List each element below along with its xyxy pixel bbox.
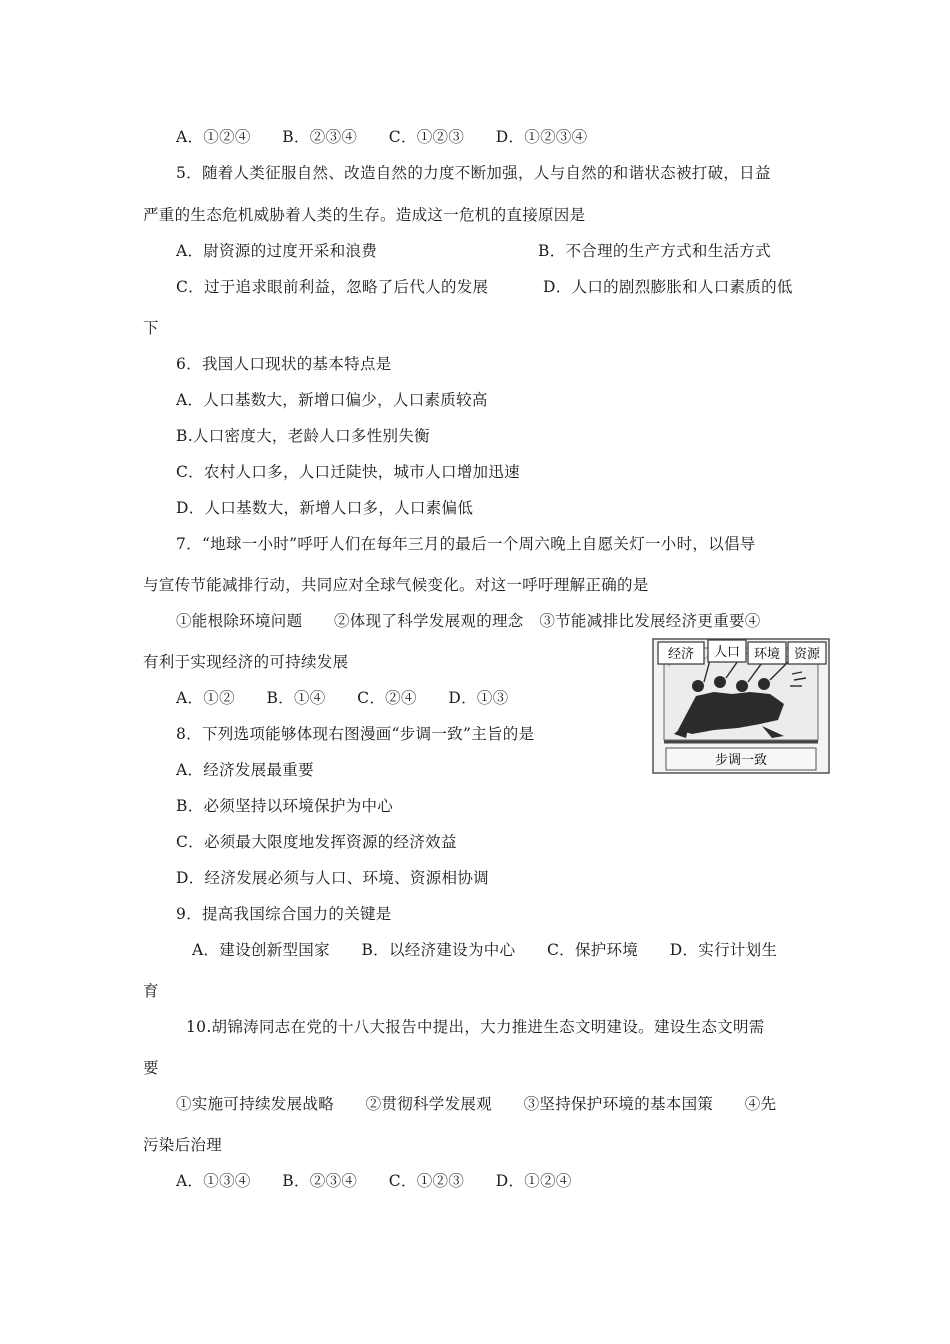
line-q6-option-a: A．人口基数大，新增口偏少，人口素质较高	[176, 391, 488, 409]
cartoon-image	[652, 638, 830, 774]
cartoon-caption: 步调一致	[714, 753, 768, 768]
line-q7-stem-cont: 与宣传节能减排行动，共同应对全球气候变化。对这一呼吁理解正确的是	[143, 576, 649, 594]
svg-text:资源: 资源	[793, 647, 821, 662]
svg-text:环境: 环境	[753, 647, 781, 662]
line-q5-option-b: B．不合理的生产方式和生活方式	[538, 242, 771, 260]
line-q9-options-cont: 育	[143, 982, 159, 1000]
sign-economy	[658, 642, 704, 664]
line-q9-options: A．建设创新型国家 B．以经济建设为中心 C．保护环境 D．实行计划生	[192, 941, 778, 959]
line-q5-option-a: A．尉资源的过度开采和浪费	[176, 242, 378, 260]
line-q10-statements: ①实施可持续发展战略 ②贯彻科学发展观 ③坚持保护环境的基本国策 ④先	[176, 1095, 777, 1113]
line-q7-options: A．①② B．①④ C．②④ D．①③	[176, 689, 509, 707]
line-q5-stem-cont: 严重的生态危机威胁着人类的生存。造成这一危机的直接原因是	[143, 206, 586, 224]
line-q7-statements: ①能根除环境问题 ②体现了科学发展观的理念 ③节能减排比发展经济更重要④	[176, 612, 761, 630]
line-q6-option-d: D．人口基数大，新增人口多，人口素偏低	[176, 499, 474, 517]
line-q9-stem: 9．提高我国综合国力的关键是	[176, 905, 392, 923]
svg-text:经济: 经济	[667, 647, 695, 662]
line-q8-stem: 8．下列选项能够体现右图漫画“步调一致”主旨的是	[176, 725, 535, 743]
line-q6-option-c: C．农村人口多，人口迁陡快，城市人口增加迅速	[176, 463, 520, 481]
line-q7-statements-cont: 有利于实现经济的可持续发展	[143, 653, 349, 671]
line-q4-options: A．①②④ B．②③④ C．①②③ D．①②③④	[176, 128, 588, 146]
line-q10-statements-cont: 污染后治理	[143, 1136, 223, 1154]
line-q10-stem: 10.胡锦涛同志在党的十八大报告中提出，大力推进生态文明建设。建设生态文明需	[186, 1018, 765, 1036]
line-q5-option-d-cont: 下	[143, 319, 159, 337]
line-q5-option-c: C．过于追求眼前利益，忽略了后代人的发展	[176, 278, 489, 296]
line-q5-stem: 5．随着人类征服自然、改造自然的力度不断加强，人与自然的和谐状态被打破，日益	[176, 164, 771, 182]
sign-environment	[748, 642, 786, 664]
sign-population	[708, 640, 746, 662]
line-q8-option-d: D．经济发展必须与人口、环境、资源相协调	[176, 869, 489, 887]
line-q7-stem: 7．“地球一小时”呼吁人们在每年三月的最后一个周六晚上自愿关灯一小时，以倡导	[176, 535, 756, 553]
svg-text:人口: 人口	[713, 645, 741, 660]
line-q8-option-c: C．必须最大限度地发挥资源的经济效益	[176, 833, 457, 851]
line-q10-options: A．①③④ B．②③④ C．①②③ D．①②④	[176, 1172, 572, 1190]
line-q8-option-b: B．必须坚持以环境保护为中心	[176, 797, 394, 815]
line-q8-option-a: A．经济发展最重要	[176, 761, 314, 779]
line-q5-option-d: D．人口的剧烈膨胀和人口素质的低	[543, 278, 793, 296]
line-q6-option-b: B.人口密度大，老龄人口多性别失衡	[176, 427, 430, 445]
sign-resources	[788, 642, 826, 664]
line-q10-stem-cont: 要	[143, 1059, 159, 1077]
line-q6-stem: 6．我国人口现状的基本特点是	[176, 355, 392, 373]
